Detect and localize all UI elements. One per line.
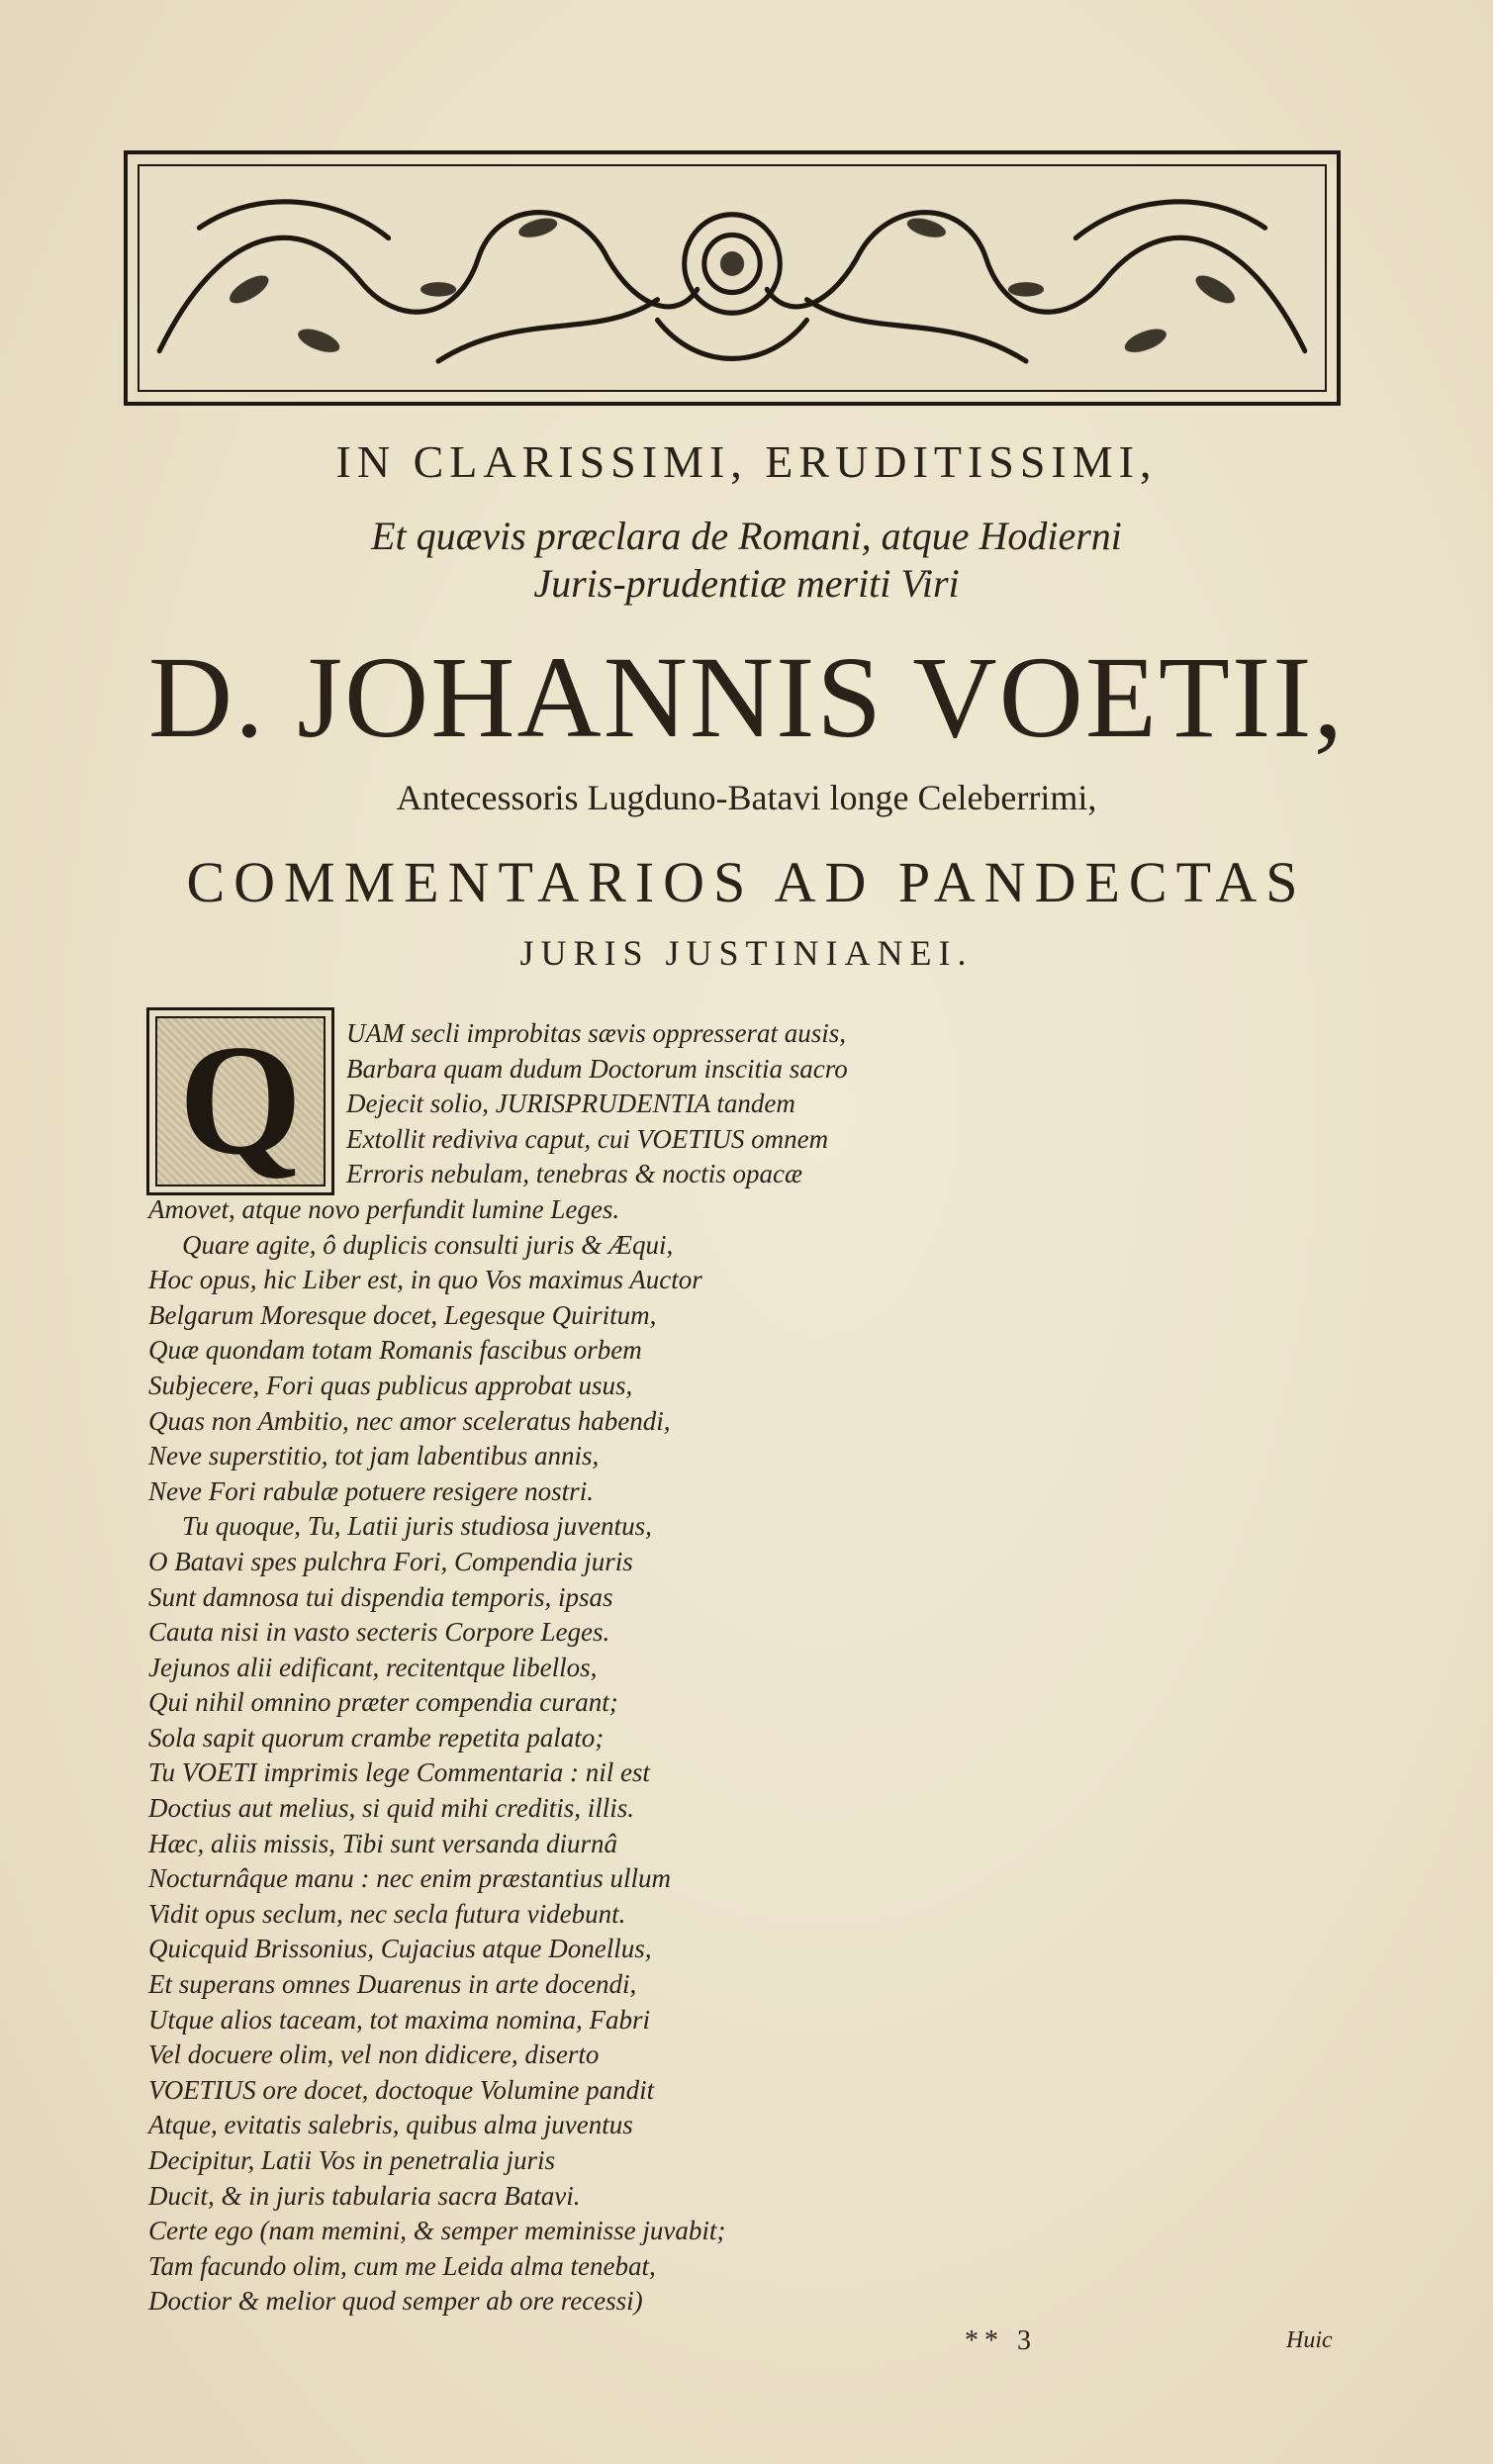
subtitle-line-1: Et quævis præclara de Romani, atque Hodierni: [371, 514, 1122, 558]
poem-line: Neve superstitio, tot jam labentibus annis,: [148, 1441, 600, 1471]
poem-line: Ducit, & in juris tabularia sacra Batavi.: [148, 2180, 581, 2211]
poem-line: UAM secli improbitas sævis oppresserat ausis,: [346, 1018, 846, 1048]
poem-line: Amovet, atque novo perfundit lumine Leges.: [148, 1193, 620, 1224]
poem-line: Et superans omnes Duarenus in arte docendi,: [148, 1969, 637, 2000]
poem-line: Certe ego (nam memini, & semper meminisse juvabit;: [148, 2216, 726, 2246]
poem-line: Quas non Ambitio, nec amor sceleratus habendi,: [148, 1405, 671, 1436]
author-name: D. JOHANNIS VOETII,: [147, 632, 1346, 762]
poem-line: Vidit opus seclum, nec secla futura videbunt.: [148, 1898, 626, 1929]
poem-line: Doctior & melior quod semper ab ore recessi): [148, 2286, 643, 2317]
poem-line: Sola sapit quorum crambe repetita palato;: [148, 1722, 605, 1753]
poem-line: Sunt damnosa tui dispendia temporis, ipsas: [148, 1581, 613, 1612]
poem-line: Atque, evitatis salebris, quibus alma juventus: [148, 2110, 633, 2140]
poem-line: Qui nihil omnino præter compendia curant;: [148, 1687, 618, 1718]
work-subtitle: JURIS JUSTINIANEI.: [519, 933, 974, 973]
poem-line: Vel docuere olim, vel non didicere, diserto: [148, 2039, 600, 2070]
poem-line: Tu quoque, Tu, Latii juris studiosa juventus,: [182, 1511, 652, 1542]
poem-line: Subjecere, Fori quas publicus approbat usus,: [148, 1370, 633, 1400]
ornamental-headpiece: [124, 150, 1341, 406]
author-title: Antecessoris Lugduno-Batavi longe Celeberrimi,: [396, 778, 1097, 817]
title-line: IN CLARISSIMI, ERUDITISSIMI,: [335, 436, 1158, 487]
poem-line: Erroris nebulam, tenebras & noctis opacæ: [346, 1159, 802, 1189]
poem-line: Quæ quondam totam Romanis fascibus orbem: [148, 1335, 642, 1366]
drop-cap-letter: Q: [178, 1016, 303, 1186]
poem: [148, 1016, 1336, 2320]
poem-line: Quicquid Brissonius, Cujacius atque Donellus,: [148, 1934, 652, 1964]
poem-line: Cauta nisi in vasto secteris Corpore Leges.: [148, 1617, 610, 1648]
poem-line: Hæc, aliis missis, Tibi sunt versanda diurnâ: [148, 1828, 618, 1858]
work-title: COMMENTARIOS AD PANDECTAS: [186, 850, 1307, 914]
catchword: Huic: [1286, 2327, 1333, 2353]
poem-line: Neve Fori rabulæ potuere resigere nostri.: [148, 1475, 594, 1506]
poem-line: Quare agite, ô duplicis consulti juris & Æqui,: [182, 1229, 674, 1260]
poem-line: Decipitur, Latii Vos in penetralia juris: [148, 2145, 556, 2175]
scrollwork-ornament-icon: [140, 166, 1325, 390]
poem-line: Doctius aut melius, si quid mihi creditis, illis.: [148, 1793, 634, 1824]
poem-line: Barbara quam dudum Doctorum inscitia sacro: [346, 1053, 848, 1084]
poem-line: Nocturnâque manu : nec enim præstantius ullum: [148, 1863, 671, 1894]
signature-mark: ** 3: [965, 2325, 1037, 2356]
poem-line: Belgarum Moresque docet, Legesque Quiritum,: [148, 1299, 657, 1330]
poem-line: Hoc opus, hic Liber est, in quo Vos maximus Auctor: [148, 1265, 702, 1295]
poem-line: Dejecit solio, JURISPRUDENTIA tandem: [346, 1089, 795, 1119]
poem-line: Extollit rediviva caput, cui VOETIUS omnem: [346, 1123, 829, 1154]
poem-line: O Batavi spes pulchra Fori, Compendia juris: [148, 1546, 633, 1576]
poem-line: Tam facundo olim, cum me Leida alma tenebat,: [148, 2250, 656, 2281]
poem-line: Utque alios taceam, tot maxima nomina, Fabri: [148, 2004, 650, 2035]
poem-line: Jejunos alii edificant, recitentque libellos,: [148, 1652, 598, 1682]
poem-line: VOETIUS ore docet, doctoque Volumine pandit: [148, 2074, 655, 2105]
poem-line: Tu VOETI imprimis lege Commentaria : nil est: [148, 1757, 650, 1788]
subtitle-line-2: Juris-prudentiæ meriti Viri: [533, 561, 960, 606]
